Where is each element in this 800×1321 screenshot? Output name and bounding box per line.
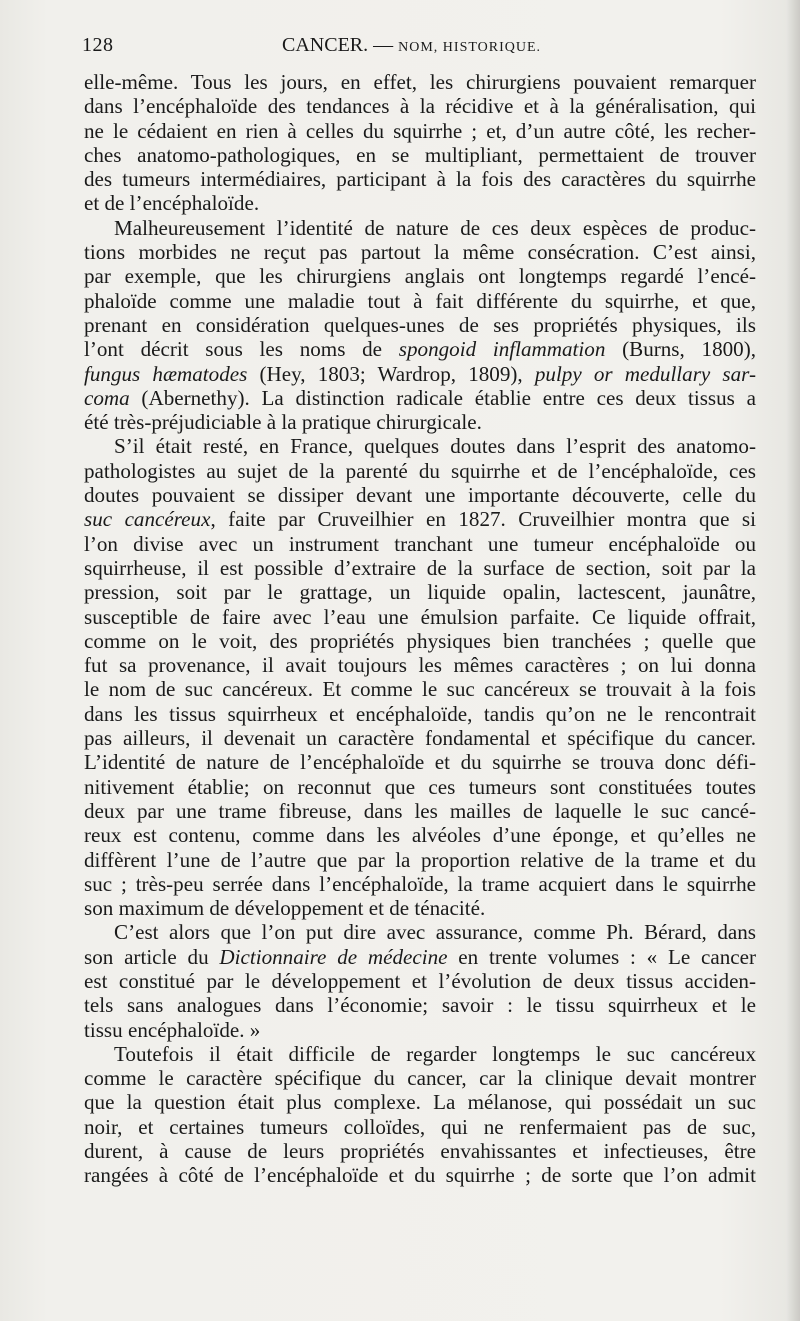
running-head-title: CANCER. [282,34,369,56]
text-line: dans les tissus squirrheux et encéphaloïde, tandis qu’on ne le rencontrait [84,701,756,726]
running-head-dash: — [373,34,394,56]
text-line: l’ont décrit sous les noms de spongoid inflammation (Burns, 1800), [84,337,757,362]
text-line: L’identité de nature de l’encéphaloïde et du squirrhe se trouva donc défi- [84,750,756,775]
text-line: S’il était resté, en France, quelques doutes dans l’esprit des anatomo- [114,434,756,459]
text-line: fungus hæmatodes (Hey, 1803; Wardrop, 1809), pulpy or medullary sar- [84,361,756,386]
text-line: nitivement établie; on reconnut que ces tumeurs sont constituées toutes [84,774,756,799]
text-line: que la question était plus complexe. La mélanose, qui possédait un suc [84,1090,756,1115]
text-line: ne le cédaient en rien à celles du squirrhe ; et, d’un autre côté, les recher- [84,118,756,143]
text-line: pression, soit par le grattage, un liquide opalin, lactescent, jaunâtre, [84,580,756,605]
text-line: tissu encéphaloïde. » [84,1017,261,1042]
text-line: ches anatomo-pathologiques, en se multipliant, permettaient de trouver [84,142,756,167]
text-line: squirrheuse, il est possible d’extraire de la surface de section, soit par la [84,555,756,580]
text-line: est constitué par le développement et l’évolution de deux tissus acciden- [84,968,756,993]
text-line: reux est contenu, comme dans les alvéoles d’une éponge, et qu’elles ne [84,823,756,848]
text-line: l’on divise avec un instrument tranchant une tumeur encéphaloïde ou [84,531,756,556]
text-line: coma (Abernethy). La distinction radicale établie entre ces deux tissus a [84,385,756,410]
text-line: suc cancéreux, faite par Cruveilhier en 1827. Cruveilhier montra que si [84,507,756,532]
text-line: phaloïde comme une maladie tout à fait différente du squirrhe, et que, [84,288,756,313]
running-head-subtitle: NOM, HISTORIQUE. [398,40,542,55]
text-line: dans l’encéphaloïde des tendances à la récidive et à la généralisation, qui [84,94,756,119]
text-line: et de l’encéphaloïde. [84,191,260,216]
text-line: noir, et certaines tumeurs colloïdes, qui ne renfermaient pas de suc, [84,1114,756,1139]
running-head [282,34,541,57]
text-line: pas ailleurs, il devenait un caractère fondamental et spécifique du cancer. [84,726,756,751]
text-line: elle-même. Tous les jours, en effet, les chirurgiens pouvaient remarquer [84,70,756,94]
text-line: le nom de suc cancéreux. Et comme le suc cancéreux se trouvait à la fois [84,677,756,702]
text-line: par exemple, que les chirurgiens anglais ont longtemps regardé l’encé- [84,264,756,289]
text-line: C’est alors que l’on put dire avec assurance, comme Ph. Bérard, dans [114,920,756,945]
text-line: des tumeurs intermédiaires, participant à la fois des caractères du squirrhe [84,167,756,192]
text-line: Malheureusement l’identité de nature de ces deux espèces de produc- [114,215,756,240]
text-line: prenant en considération quelques-unes de ses propriétés physiques, ils [84,312,756,337]
text-line: deux par une trame fibreuse, dans les mailles de laquelle le suc cancé- [84,798,756,823]
text-line: durent, à cause de leurs propriétés envahissantes et infectieuses, être [84,1139,756,1164]
text-line: pathologistes au sujet de la parenté du squirrhe et de l’encéphaloïde, ces [84,458,756,483]
text-line: rangées à côté de l’encéphaloïde et du squirrhe ; de sorte que l’on admit [84,1163,756,1188]
body-text [84,70,756,1188]
text-line: comme le caractère spécifique du cancer, car la clinique devait montrer [84,1066,756,1091]
text-line: susceptible de faire avec l’eau une émulsion parfaite. Ce liquide offrait, [84,604,756,629]
text-line: tions morbides ne reçut pas partout la même consécration. C’est ainsi, [84,240,756,265]
text-line: son maximum de développement et de ténacité. [84,896,486,921]
running-header [82,34,772,64]
page-edge-shadow [786,0,800,1321]
text-line: été très-préjudiciable à la pratique chirurgicale. [84,410,482,435]
text-line: tels sans analogues dans l’économie; savoir : le tissu squirrheux et le [84,993,756,1018]
text-line: doutes pouvaient se dissiper devant une importante découverte, celle du [84,483,756,508]
text-line: Toutefois il était difficile de regarder longtemps le suc cancéreux [114,1041,756,1066]
text-line: comme on le voit, des propriétés physiques bien tranchées ; quelle que [84,628,756,653]
page-number: 128 [82,34,114,56]
text-line: son article du Dictionnaire de médecine en trente volumes : « Le cancer [84,944,756,969]
text-line: suc ; très-peu serrée dans l’encéphaloïde, la trame acquiert dans le squirrhe [84,871,756,896]
text-line: fut sa provenance, il avait toujours les mêmes caractères ; on lui donna [84,653,756,678]
text-line: diffèrent l’une de l’autre que par la proportion relative de la trame et du [84,847,756,872]
